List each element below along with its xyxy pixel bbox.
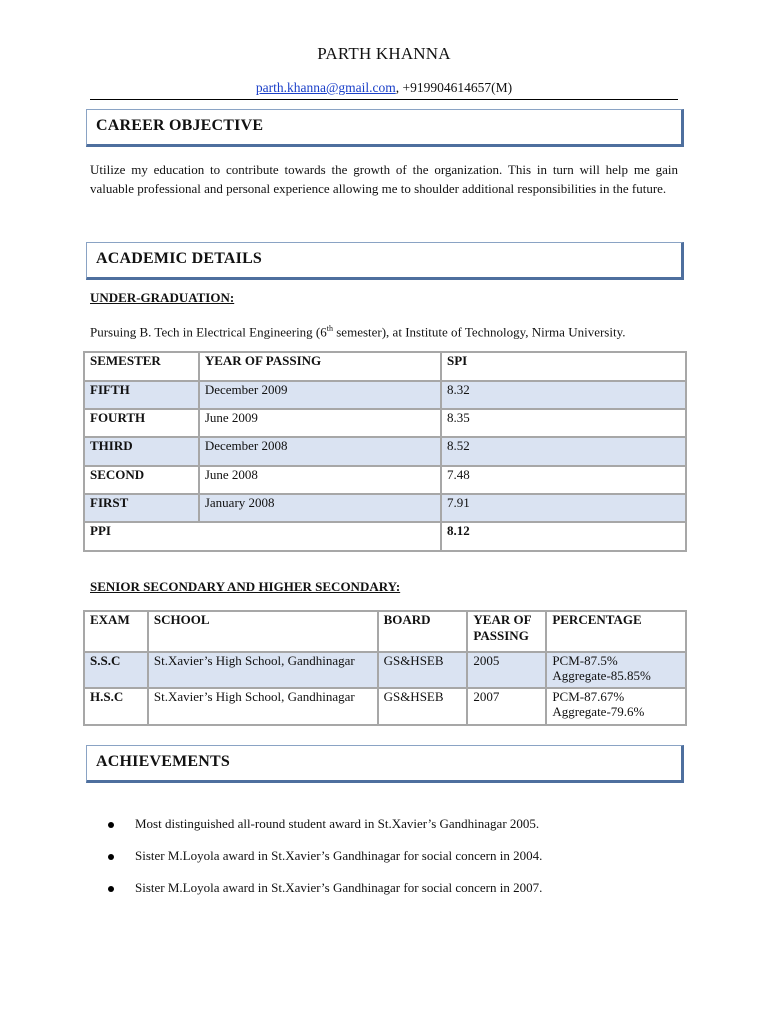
board-cell: GS&HSEB	[378, 652, 468, 688]
year-cell: December 2009	[199, 381, 441, 409]
table-row	[84, 381, 686, 409]
achievement-text: Most distinguished all-round student award in St.Xavier’s Gandhinagar 2005.	[135, 816, 540, 831]
header-divider	[90, 99, 678, 100]
spi-cell: 7.91	[441, 494, 686, 522]
bullet-icon	[108, 886, 114, 892]
spi-cell: 8.32	[441, 381, 686, 409]
career-objective-text: Utilize my education to contribute towards the growth of the organization. This in turn will help me gain valuable professional and personal experience allowing me to shoulder additional responsibilities in the future.	[90, 162, 678, 196]
table-header-row	[84, 611, 686, 652]
achievements-list	[108, 816, 542, 912]
spi-cell: 8.35	[441, 409, 686, 437]
contact-separator: ,	[395, 80, 400, 95]
list-item	[108, 816, 542, 848]
year-cell: June 2009	[199, 409, 441, 437]
semester-table	[83, 351, 687, 552]
semester-cell: FOURTH	[84, 409, 199, 437]
bullet-icon	[108, 822, 114, 828]
career-objective-box	[86, 109, 684, 147]
candidate-name: PARTH KHANNA	[317, 44, 451, 63]
ppi-label: PPI	[84, 522, 441, 551]
board-cell: GS&HSEB	[378, 688, 468, 725]
year-cell: 2005	[467, 652, 546, 688]
contact-line	[0, 80, 768, 96]
spi-cell: 7.48	[441, 466, 686, 494]
bullet-icon	[108, 854, 114, 860]
exam-cell: S.S.C	[84, 652, 148, 688]
list-item	[108, 848, 542, 880]
semester-cell: FIRST	[84, 494, 199, 522]
table-row	[84, 688, 686, 725]
table-row	[84, 466, 686, 494]
achievement-text: Sister M.Loyola award in St.Xavier’s Gandhinagar for social concern in 2004.	[135, 848, 543, 863]
academic-details-title: ACADEMIC DETAILS	[96, 250, 263, 267]
academic-details-box	[86, 242, 684, 280]
table-header-cell: SEMESTER	[84, 352, 199, 381]
table-header-cell: YEAR OF PASSING	[199, 352, 441, 381]
percentage-cell: PCM-87.67% Aggregate-79.6%	[546, 688, 686, 725]
list-item	[108, 880, 542, 912]
spi-cell: 8.52	[441, 437, 686, 466]
phone-number: +919904614657(M)	[402, 80, 513, 95]
school-cell: St.Xavier’s High School, Gandhinagar	[148, 688, 378, 725]
table-header-cell: SCHOOL	[148, 611, 378, 652]
year-cell: June 2008	[199, 466, 441, 494]
percentage-cell: PCM-87.5% Aggregate-85.85%	[546, 652, 686, 688]
undergrad-text: Pursuing B. Tech in Electrical Engineering (6th semester), at Institute of Technology, Nirma University.	[90, 324, 626, 340]
table-header-cell: YEAR OF PASSING	[467, 611, 546, 652]
table-header-cell: PERCENTAGE	[546, 611, 686, 652]
achievement-text: Sister M.Loyola award in St.Xavier’s Gandhinagar for social concern in 2007.	[135, 880, 543, 895]
achievements-title: ACHIEVEMENTS	[96, 753, 230, 770]
table-row	[84, 494, 686, 522]
year-cell: 2007	[467, 688, 546, 725]
table-row	[84, 409, 686, 437]
undergrad-heading: UNDER-GRADUATION:	[90, 290, 235, 305]
school-table	[83, 610, 687, 726]
school-heading: SENIOR SECONDARY AND HIGHER SECONDARY:	[90, 579, 401, 594]
email-link[interactable]: parth.khanna@gmail.com	[255, 80, 396, 95]
year-cell: December 2008	[199, 437, 441, 466]
table-row	[84, 437, 686, 466]
semester-cell: THIRD	[84, 437, 199, 466]
semester-cell: SECOND	[84, 466, 199, 494]
table-header-cell: EXAM	[84, 611, 148, 652]
career-objective-title: CAREER OBJECTIVE	[96, 117, 264, 134]
table-header-cell: SPI	[441, 352, 686, 381]
ppi-value: 8.12	[441, 522, 686, 551]
school-cell: St.Xavier’s High School, Gandhinagar	[148, 652, 378, 688]
table-row	[84, 652, 686, 688]
year-cell: January 2008	[199, 494, 441, 522]
achievements-box	[86, 745, 684, 783]
table-header-row	[84, 352, 686, 381]
exam-cell: H.S.C	[84, 688, 148, 725]
table-header-cell: BOARD	[378, 611, 468, 652]
table-total-row	[84, 522, 686, 551]
semester-cell: FIFTH	[84, 381, 199, 409]
